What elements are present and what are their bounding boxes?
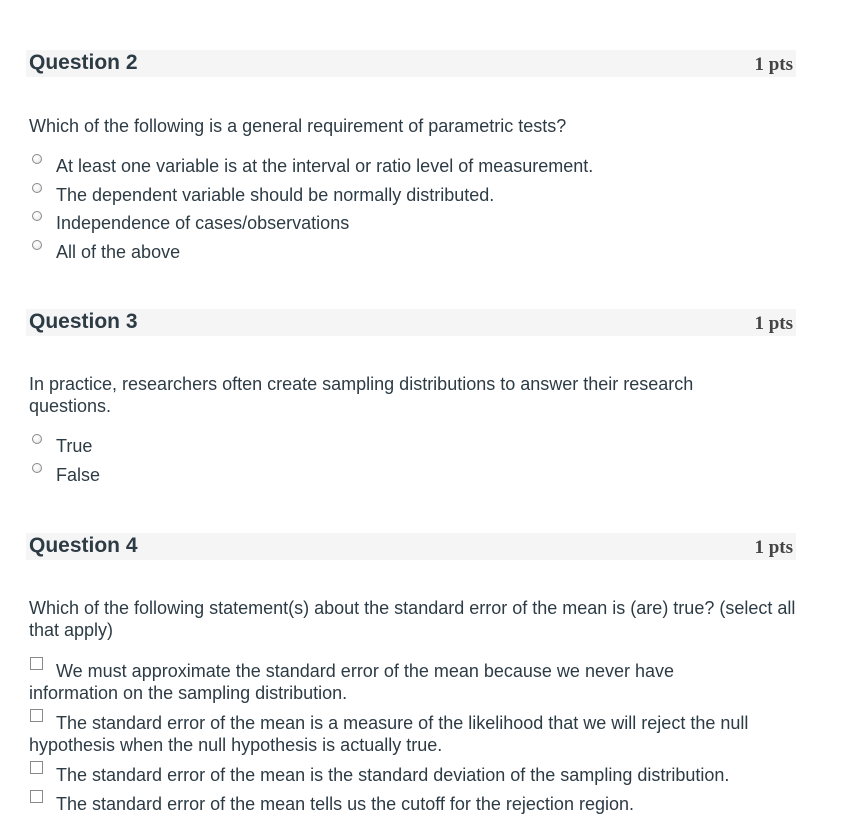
answer-label[interactable]: The standard error of the mean is the standard deviation of the sampling distribution. xyxy=(56,765,730,785)
answer-label[interactable]: The standard error of the mean is a measure of the likelihood that we will reject the null hypothesis when the null hypothesis is actually true. xyxy=(29,713,749,755)
answer-label[interactable]: At least one variable is at the interval or ratio level of measurement. xyxy=(56,156,594,176)
answer-label[interactable]: Independence of cases/observations xyxy=(56,213,350,233)
question-title: Question 2 xyxy=(29,51,138,74)
radio-button[interactable] xyxy=(32,240,42,250)
radio-button[interactable] xyxy=(32,463,42,473)
answer-label[interactable]: False xyxy=(56,465,101,485)
radio-button[interactable] xyxy=(32,183,42,193)
question-header xyxy=(26,533,796,560)
radio-button[interactable] xyxy=(32,154,42,164)
checkbox[interactable] xyxy=(30,790,43,803)
question-points: 1 pts xyxy=(754,537,793,558)
answer-label[interactable]: We must approximate the standard error of the mean because we never have information on the sampling distribution. xyxy=(29,661,675,703)
answer-label[interactable]: True xyxy=(56,436,93,456)
question-title: Question 4 xyxy=(29,534,138,557)
question-text: In practice, researchers often create sampling distributions to answer their research questions. xyxy=(29,374,694,416)
question-text: Which of the following statement(s) about the standard error of the mean is (are) true? (select all that apply) xyxy=(29,598,796,640)
answer-label[interactable]: The dependent variable should be normally distributed. xyxy=(56,185,495,205)
question-header xyxy=(26,50,796,77)
question-header xyxy=(26,309,796,336)
radio-button[interactable] xyxy=(32,434,42,444)
question-text: Which of the following is a general requirement of parametric tests? xyxy=(29,116,567,136)
checkbox[interactable] xyxy=(30,761,43,774)
answer-label[interactable]: All of the above xyxy=(56,242,181,262)
question-points: 1 pts xyxy=(754,54,793,75)
question-points: 1 pts xyxy=(754,313,793,334)
answer-label[interactable]: The standard error of the mean tells us the cutoff for the rejection region. xyxy=(56,794,634,814)
radio-button[interactable] xyxy=(32,211,42,221)
question-title: Question 3 xyxy=(29,310,138,333)
